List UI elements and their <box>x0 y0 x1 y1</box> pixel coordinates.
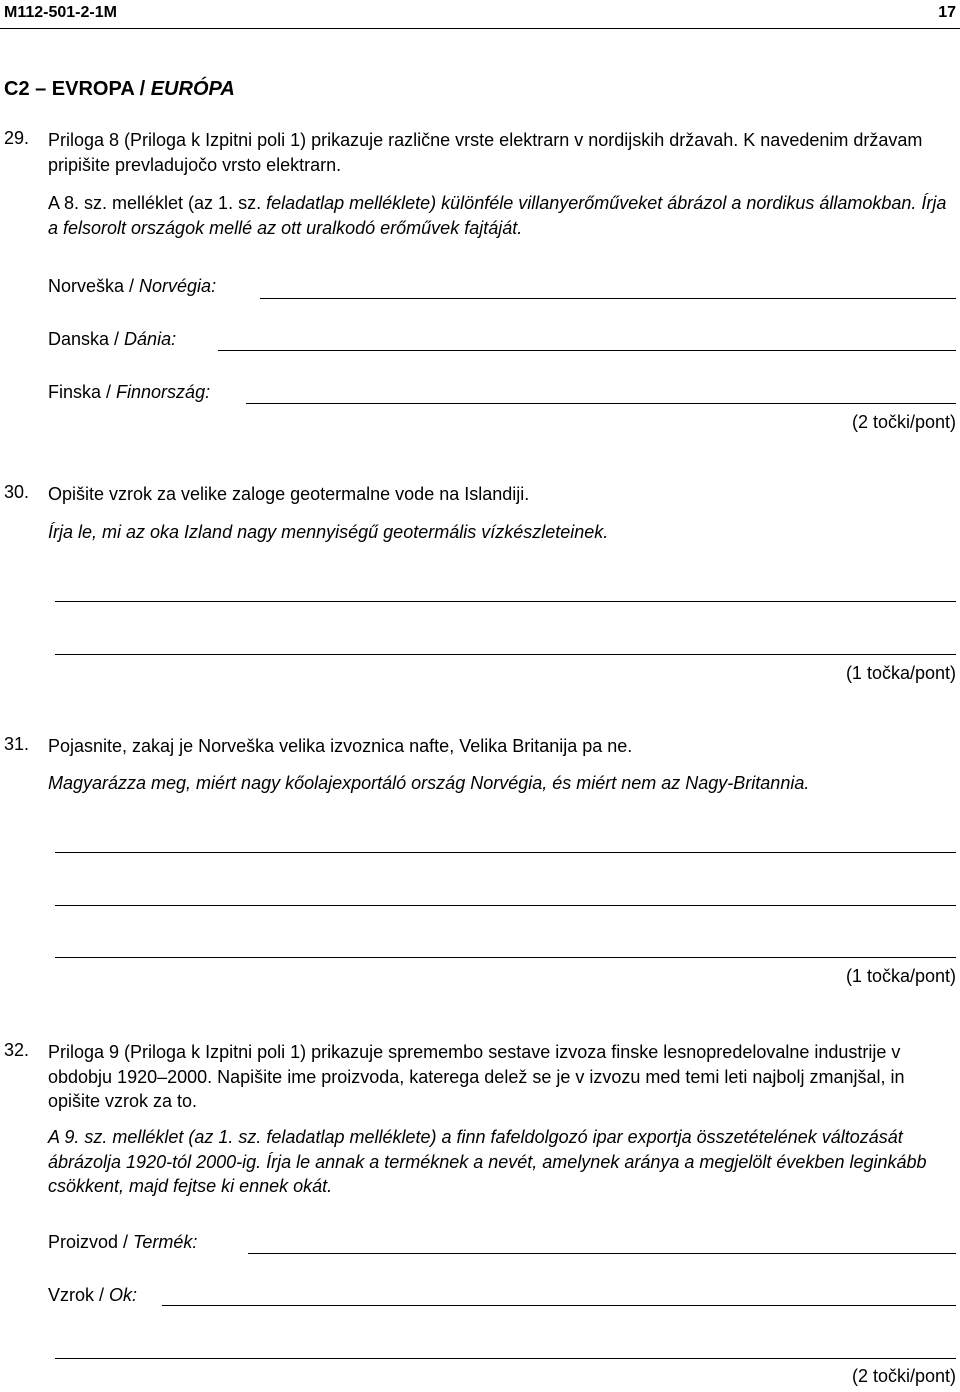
question-29-text-hu: A 8. sz. melléklet (az 1. sz. feladatlap melléklete) különféle villanyerőműveket ábrázol a nordikus államokban. Írja a felsorolt országok mellé az ott uralkodó erőművek fajtáját. <box>48 193 947 238</box>
field-label-finland: Finska / Finnország: <box>48 382 211 402</box>
header-rule <box>0 28 960 29</box>
question-31-number: 31. <box>4 734 30 754</box>
question-32-text-hu: A 9. sz. melléklet (az 1. sz. feladatlap melléklete) a finn fafeldolgozó ipar exportja összetételének változását ábrázolja 1920-tól 2000-ig. Írja le annak a terméknek a nevét, amelynek aránya a megjelölt években leginkább csökkent, majd fejtse ki ennek okát. <box>48 1127 927 1196</box>
answer-line-finland[interactable] <box>246 403 956 404</box>
answer-line-norway[interactable] <box>260 298 956 299</box>
question-32-number: 32. <box>4 1040 30 1060</box>
question-30-text-hu: Írja le, mi az oka Izland nagy mennyiségű geotermális vízkészleteinek. <box>48 522 609 542</box>
question-30-points: (1 točka/pont) <box>845 663 956 683</box>
answer-line[interactable] <box>55 905 956 906</box>
answer-line[interactable] <box>55 852 956 853</box>
question-30-number: 30. <box>4 482 30 502</box>
question-31-points: (1 točka/pont) <box>845 966 956 986</box>
field-label-norway: Norveška / Norvégia: <box>48 276 217 296</box>
question-29-number: 29. <box>4 128 30 148</box>
field-label-denmark: Danska / Dánia: <box>48 329 177 349</box>
answer-line[interactable] <box>55 601 956 602</box>
answer-line-denmark[interactable] <box>218 350 956 351</box>
answer-line[interactable] <box>55 957 956 958</box>
question-31-text-sl: Pojasnite, zakaj je Norveška velika izvoznica nafte, Velika Britanija pa ne. <box>48 736 633 756</box>
answer-line-reason[interactable] <box>162 1305 956 1306</box>
question-32-points: (2 točki/pont) <box>851 1366 956 1386</box>
question-29-points: (2 točki/pont) <box>851 412 956 432</box>
field-label-product: Proizvod / Termék: <box>48 1232 198 1252</box>
answer-line-product[interactable] <box>248 1253 956 1254</box>
answer-line[interactable] <box>55 1358 956 1359</box>
field-label-reason: Vzrok / Ok: <box>48 1285 138 1305</box>
question-32-text-sl: Priloga 9 (Priloga k Izpitni poli 1) prikazuje spremembo sestave izvoza finske lesnopredelovalne industrije v obdobju 1920–2000. Napišite ime proizvoda, katerega delež se je v izvozu med temi leti najbolj zmanjšal, in opišite vzrok za to. <box>48 1042 905 1111</box>
section-title: C2 – EVROPA / EURÓPA <box>4 78 235 100</box>
answer-line[interactable] <box>55 654 956 655</box>
exam-code: M112-501-2-1M <box>4 4 117 21</box>
page-number: 17 <box>938 4 956 21</box>
question-29-text-sl: Priloga 8 (Priloga k Izpitni poli 1) prikazuje različne vrste elektrarn v nordijskih državah. K navedenim državam pripišite prevladujočo vrsto elektrarn. <box>48 130 923 175</box>
question-31-text-hu: Magyarázza meg, miért nagy kőolajexportáló ország Norvégia, és miért nem az Nagy-Britannia. <box>48 773 810 793</box>
question-30-text-sl: Opišite vzrok za velike zaloge geotermalne vode na Islandiji. <box>48 484 530 504</box>
